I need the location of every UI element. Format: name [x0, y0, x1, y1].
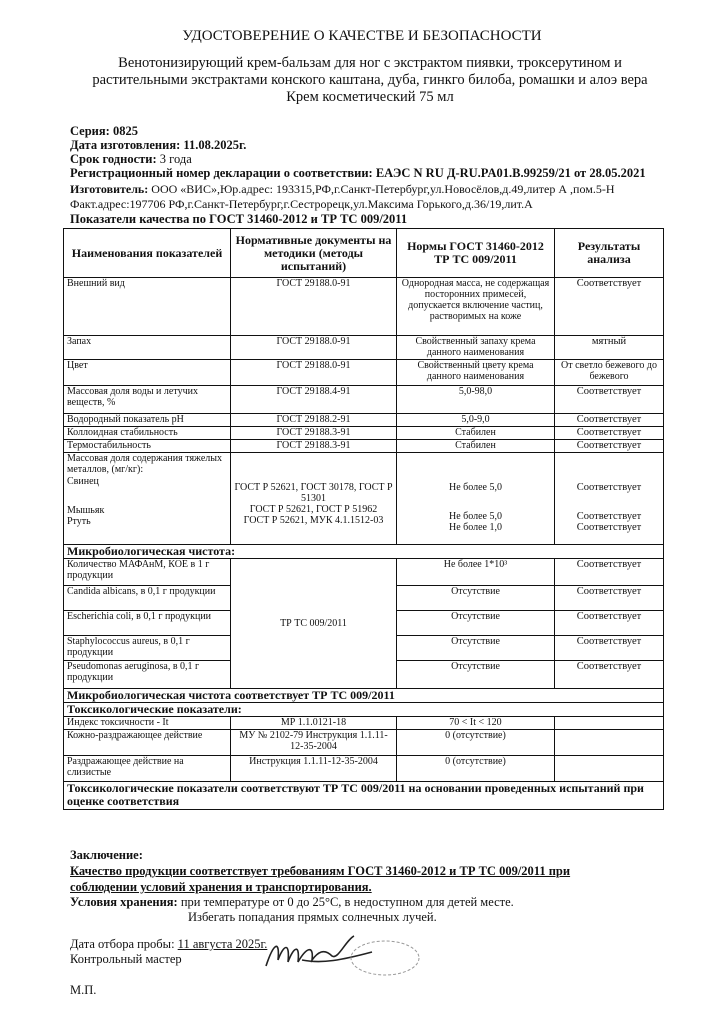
- metals-heading: Массовая доля содержания тяжелых металлов, (мг/кг):: [67, 453, 222, 475]
- table-row: Коллоидная стабильность ГОСТ 29188.3-91 Стабилен Соответствует: [64, 427, 664, 440]
- subtitle-line-2: растительными экстрактами конского каштана, дуба, гинкго билоба, ромашки и алоэ вера: [92, 72, 648, 88]
- date-line: [70, 138, 246, 152]
- tox-conclusion-row: Токсикологические показатели соответствуют ТР ТС 009/2011 на основании проведенных испытаний при оценке соответствия: [64, 782, 664, 810]
- shelf-life-line: [70, 152, 192, 166]
- header-norms: Нормы ГОСТ 31460-2012 ТР ТС 009/2011: [397, 229, 555, 278]
- sample-date-label: Дата отбора пробы:: [70, 937, 175, 951]
- table-row: Цвет ГОСТ 29188.0-91 Свойственный цвету крема данного наименования От светло бежевого до бежевого: [64, 360, 664, 386]
- table-row: Candida albicans, в 0,1 г продукции Отсутствие Соответствует: [64, 586, 664, 611]
- series-label: Серия:: [70, 124, 110, 138]
- table-row: Количество МАФАнМ, КОЕ в 1 г продукции ТР ТС 009/2011 Не более 1*10³ Соответствует: [64, 559, 664, 586]
- table-row: Внешний вид ГОСТ 29188.0-91 Однородная масса, не содержащая посторонних примесей, допускается включение частиц, растворимых на коже Соответствует: [64, 278, 664, 336]
- table-row: Staphylococcus aureus, в 0,1 г продукции Отсутствие Соответствует: [64, 636, 664, 661]
- table-row: Водородный показатель pH ГОСТ 29188.2-91 5,0-9,0 Соответствует: [64, 414, 664, 427]
- fact-address: Факт.адрес:197706 РФ,г.Санкт-Петербург,г.Сестрорецк,ул.Максима Горького,д.36/19,лит.А: [70, 197, 533, 211]
- declaration-line: [70, 166, 646, 180]
- sample-date-line: [70, 937, 267, 952]
- micro-doc: ТР ТС 009/2011: [231, 559, 397, 689]
- conclusion-label: Заключение:: [70, 848, 143, 862]
- header-results: Результаты анализа: [555, 229, 664, 278]
- table-row: Кожно-раздражающее действие МУ № 2102-79 Инструкция 1.1.11-12-35-2004 0 (отсутствие): [64, 730, 664, 756]
- conclusion-line-1: Качество продукции соответствует требованиям ГОСТ 31460-2012 и ТР ТС 009/2011 при: [70, 864, 571, 878]
- header-indicator: Наименования показателей: [64, 229, 231, 278]
- table-row: Pseudomonas aeruginosa, в 0,1 г продукции Отсутствие Соответствует: [64, 661, 664, 689]
- indicators-heading: Показатели качества по ГОСТ 31460-2012 и ТР ТС 009/2011: [70, 212, 408, 226]
- declaration-label: Регистрационный номер декларации о соответствии:: [70, 166, 373, 180]
- tox-heading-row: Токсикологические показатели:: [64, 703, 664, 717]
- micro-heading-row: Микробиологическая чистота:: [64, 545, 664, 559]
- subtitle-line-3: Крем косметический 75 мл: [286, 89, 454, 105]
- metals-doc-1: ГОСТ Р 52621, ГОСТ 30178, ГОСТ Р 51301: [234, 482, 393, 504]
- declaration-value: ЕАЭС N RU Д-RU.PA01.B.99259/21 от 28.05.2021: [375, 166, 646, 180]
- stamp-icon: [345, 938, 425, 978]
- controller-label: Контрольный мастер: [70, 952, 182, 966]
- series-line: [70, 124, 138, 138]
- shelf-label: Срок годности:: [70, 152, 157, 166]
- metal-lead: Свинец: [67, 476, 99, 487]
- product-name: [60, 55, 680, 106]
- storage-line-2: Избегать попадания прямых солнечных лучей.: [188, 910, 437, 924]
- micro-conclusion-row: Микробиологическая чистота соответствует ТР ТС 009/2011: [64, 689, 664, 703]
- metals-row: Массовая доля содержания тяжелых металлов, (мг/кг): Свинец Мышьяк Ртуть ГОСТ Р 52621, ГОСТ 30178, ГОСТ Р 51301 ГОСТ Р 52621, ГОСТ Р 51962 ГОСТ Р 52621, МУК 4.1.1512-03 Не более 5,0 Не более 5,0 Не более 1,0 Соответствует Соответствует Соответствует: [64, 453, 664, 545]
- storage-value: при температуре от 0 до 25°С, в недоступном для детей месте.: [180, 895, 514, 909]
- metal-arsenic: Мышьяк: [67, 505, 105, 516]
- table-row: Индекс токсичности - It МР 1.1.0121-18 70 < It < 120: [64, 717, 664, 730]
- quality-table: [63, 228, 664, 810]
- conclusion-line-2: соблюдении условий хранения и транспортирования.: [70, 880, 372, 894]
- date-label: Дата изготовления:: [70, 138, 181, 152]
- manufacturer-label: Изготовитель:: [70, 182, 149, 196]
- storage-label: Условия хранения:: [70, 895, 178, 909]
- manufacturer-value: ООО «ВИС»,Юр.адрес: 193315,РФ,г.Санкт-Петербург,ул.Новосёлов,д.49,литер А ,пом.5-Н: [151, 182, 615, 196]
- shelf-value: 3 года: [159, 152, 192, 166]
- series-value: 0825: [112, 124, 138, 138]
- table-row: Escherichia coli, в 0,1 г продукции Отсутствие Соответствует: [64, 611, 664, 636]
- mp-stamp-label: М.П.: [70, 983, 97, 997]
- subtitle-line-1: Венотонизирующий крем-бальзам для ног с экстрактом пиявки, троксерутином и: [118, 55, 622, 71]
- document-title: УДОСТОВЕРЕНИЕ О КАЧЕСТВЕ И БЕЗОПАСНОСТИ: [182, 28, 542, 44]
- header-methods: Нормативные документы на методики (методы испытаний): [231, 229, 397, 278]
- table-row: Массовая доля воды и летучих веществ, % ГОСТ 29188.4-91 5,0-98,0 Соответствует: [64, 386, 664, 414]
- metals-doc-2: ГОСТ Р 52621, ГОСТ Р 51962: [249, 504, 378, 515]
- metals-doc-3: ГОСТ Р 52621, МУК 4.1.1512-03: [243, 515, 384, 526]
- sample-date-value: 11 августа 2025г.: [177, 937, 268, 951]
- storage-line: [70, 895, 514, 910]
- date-value: 11.08.2025г.: [183, 138, 247, 152]
- table-row: Раздражающее действие на слизистые Инструкция 1.1.11-12-35-2004 0 (отсутствие): [64, 756, 664, 782]
- manufacturer-line: [70, 182, 614, 196]
- table-row: Термостабильность ГОСТ 29188.3-91 Стабилен Соответствует: [64, 440, 664, 453]
- metal-mercury: Ртуть: [67, 516, 91, 527]
- table-header-row: [64, 229, 664, 278]
- table-row: Запах ГОСТ 29188.0-91 Свойственный запаху крема данного наименования мятный: [64, 336, 664, 360]
